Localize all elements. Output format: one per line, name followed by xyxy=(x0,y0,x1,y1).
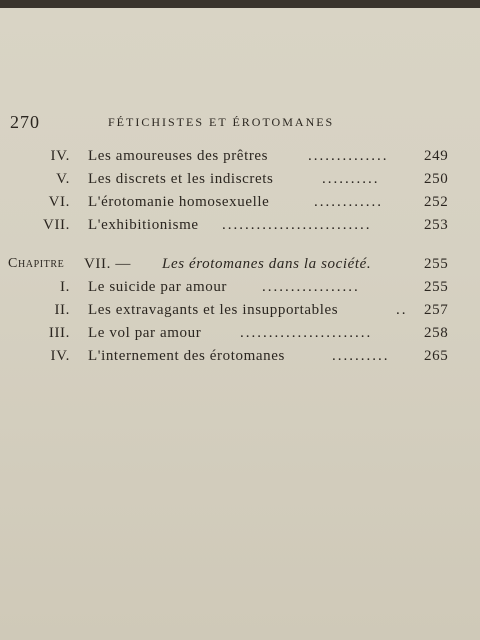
toc-roman: I. xyxy=(60,279,70,295)
toc-leader: ................. xyxy=(262,279,360,295)
chapter-page: 255 xyxy=(424,256,449,272)
toc-roman: II. xyxy=(54,302,70,318)
page-header xyxy=(0,112,480,136)
page-number: 270 xyxy=(10,112,40,132)
toc-roman: VI. xyxy=(48,194,70,210)
toc-page: 265 xyxy=(424,348,449,364)
toc-title: Les discrets et les indiscrets xyxy=(88,171,274,187)
toc-leader: .......... xyxy=(332,348,390,364)
toc-leader: .............. xyxy=(308,148,389,164)
chapter-label: Chapitre xyxy=(8,256,65,271)
toc-leader: .......... xyxy=(322,171,380,187)
toc-entry xyxy=(0,148,480,168)
toc-page: 250 xyxy=(424,171,449,187)
chapter-roman: VII. — xyxy=(84,256,131,272)
toc-page: 252 xyxy=(424,194,449,210)
running-title: FÉTICHISTES ET ÉROTOMANES xyxy=(108,115,335,129)
toc-entry xyxy=(0,348,480,368)
toc-entry xyxy=(0,171,480,191)
toc-entry xyxy=(0,279,480,299)
toc-leader: .. xyxy=(396,302,408,318)
toc-entry xyxy=(0,217,480,237)
toc-page: 258 xyxy=(424,325,449,341)
toc-page: 255 xyxy=(424,279,449,295)
toc-entry xyxy=(0,325,480,345)
toc-page: 253 xyxy=(424,217,449,233)
chapter-heading xyxy=(0,256,480,276)
book-page xyxy=(0,8,480,640)
chapter-title: Les érotomanes dans la société. xyxy=(162,256,372,272)
toc-leader: .......................... xyxy=(222,217,372,233)
toc-title: Le suicide par amour xyxy=(88,279,228,295)
toc-roman: VII. xyxy=(43,217,70,233)
toc-leader: ....................... xyxy=(240,325,373,341)
toc-entry xyxy=(0,302,480,322)
toc-page: 257 xyxy=(424,302,449,318)
toc-title: Les extravagants et les insupportables xyxy=(88,302,339,318)
toc-title: Le vol par amour xyxy=(88,325,202,341)
toc-title: L'érotomanie homosexuelle xyxy=(88,194,270,210)
toc-entry xyxy=(0,194,480,214)
toc-title: L'internement des érotomanes xyxy=(88,348,285,364)
toc-title: L'exhibitionisme xyxy=(88,217,199,233)
toc-roman: IV. xyxy=(50,348,70,364)
toc-roman: III. xyxy=(48,325,70,341)
toc-title: Les amoureuses des prêtres xyxy=(88,148,269,164)
toc-page: 249 xyxy=(424,148,449,164)
toc-roman: IV. xyxy=(50,148,70,164)
toc-roman: V. xyxy=(56,171,70,187)
toc-leader: ............ xyxy=(314,194,383,210)
dark-background-strip xyxy=(0,0,480,8)
